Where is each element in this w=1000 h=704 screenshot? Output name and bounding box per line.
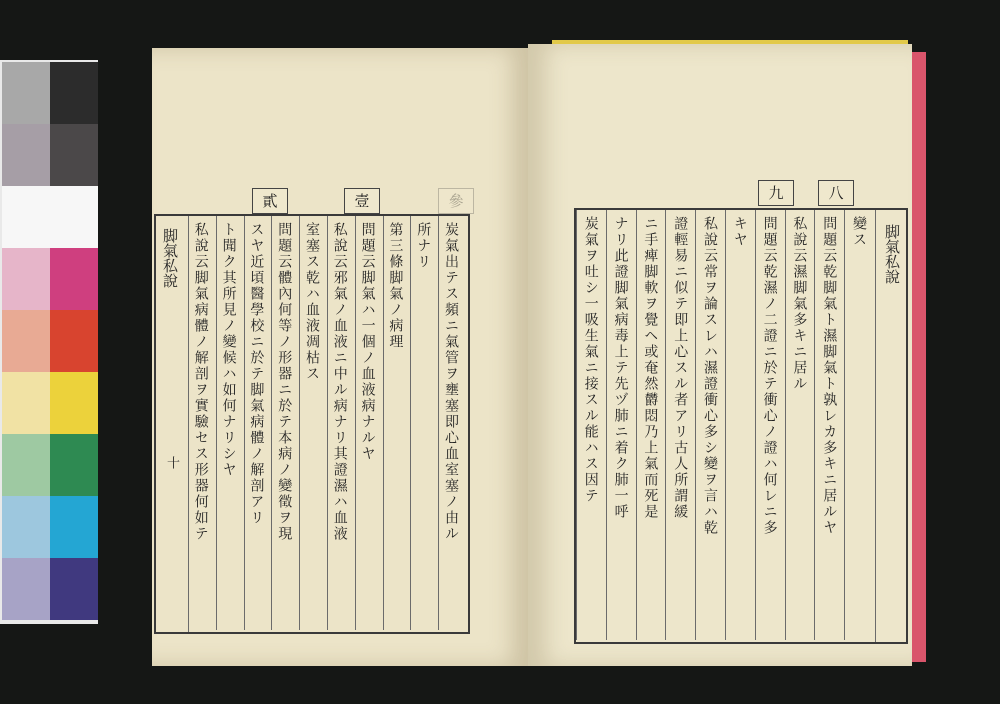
text-column: 問題云乾濕ノ二證ニ於テ衝心ノ證ハ何レニ多	[761, 216, 778, 536]
right-text-columns	[576, 210, 874, 640]
left-side-tab	[154, 216, 189, 632]
color-swatch	[2, 372, 50, 434]
color-swatch	[50, 496, 98, 558]
color-swatch	[2, 248, 50, 310]
color-swatch	[50, 186, 98, 248]
text-column: スヤ近頃醫學校ニ於テ脚氣病體ノ解剖アリ	[248, 222, 265, 526]
color-checker	[0, 60, 98, 624]
text-column: 私說云常ヲ論スレハ濕證衝心多シ變ヲ言ハ乾	[701, 216, 718, 536]
color-swatch	[50, 558, 98, 620]
text-column: 問題云體內何等ノ形器ニ於テ本病ノ變徵ヲ現	[276, 222, 293, 542]
text-column: 證輕易ニ似テ即上心スル者アリ古人所謂緩	[672, 216, 689, 520]
color-swatch	[50, 248, 98, 310]
text-column: 第三條脚氣ノ病理	[387, 222, 404, 350]
right-side-tab	[875, 210, 906, 642]
left-page	[152, 48, 530, 666]
text-column: 問題云脚氣ハ一個ノ血液病ナルヤ	[359, 222, 376, 462]
text-column: ナリ此證脚氣病毒上テ先ヅ肺ニ着ク肺一呼	[612, 216, 629, 520]
text-column: 所ナリ	[415, 222, 432, 270]
side-tab-title: 脚氣私說	[161, 228, 179, 288]
side-tab-title: 脚氣私說	[883, 224, 901, 284]
page-heading-right: 壹	[344, 188, 380, 214]
column-rule	[725, 210, 726, 640]
text-column: ニ手痺脚軟ヲ覺ヘ或奄然欝悶乃上氣而死是	[642, 216, 659, 520]
text-column: 變ス	[850, 216, 867, 248]
color-swatch	[2, 434, 50, 496]
color-swatch	[50, 124, 98, 186]
text-column: ト聞ク其所見ノ變候ハ如何ナリシヤ	[220, 222, 237, 478]
color-swatch	[50, 372, 98, 434]
color-swatch	[2, 186, 50, 248]
text-column: 私說云濕脚氣多キニ居ル	[791, 216, 808, 392]
text-column: 炭氣出テス頻ニ氣管ヲ壅塞即心血室塞ノ由ル	[442, 222, 459, 542]
text-column: 私說云脚氣病體ノ解剖ヲ實驗セス形器何如テ	[192, 222, 209, 542]
page-heading-right: 八	[818, 180, 854, 206]
color-swatch	[2, 496, 50, 558]
color-swatch	[2, 62, 50, 124]
page-heading-faint: 參	[438, 188, 474, 214]
color-swatch	[50, 310, 98, 372]
text-column: 私說云邪氣ノ血液ニ中ル病ナリ其證濕ハ血液	[331, 222, 348, 542]
text-column: 室塞ス乾ハ血液凋枯ス	[303, 222, 320, 382]
color-swatch	[50, 62, 98, 124]
color-swatch	[2, 124, 50, 186]
color-swatch	[2, 558, 50, 620]
column-rule	[410, 216, 411, 630]
page-heading-left: 貳	[252, 188, 288, 214]
color-swatch	[50, 434, 98, 496]
left-text-columns	[188, 216, 466, 630]
text-column: 問題云乾脚氣ト濕脚氣ト孰レカ多キニ居ルヤ	[821, 216, 838, 536]
text-column: キヤ	[731, 216, 748, 248]
column-rule	[844, 210, 845, 640]
text-column: 炭氣ヲ吐シ一吸生氣ニ接スル能ハス因テ	[582, 216, 599, 504]
color-swatch	[2, 310, 50, 372]
right-page	[528, 44, 912, 666]
page-heading-left: 九	[758, 180, 794, 206]
side-tab-number: 十	[164, 456, 179, 469]
